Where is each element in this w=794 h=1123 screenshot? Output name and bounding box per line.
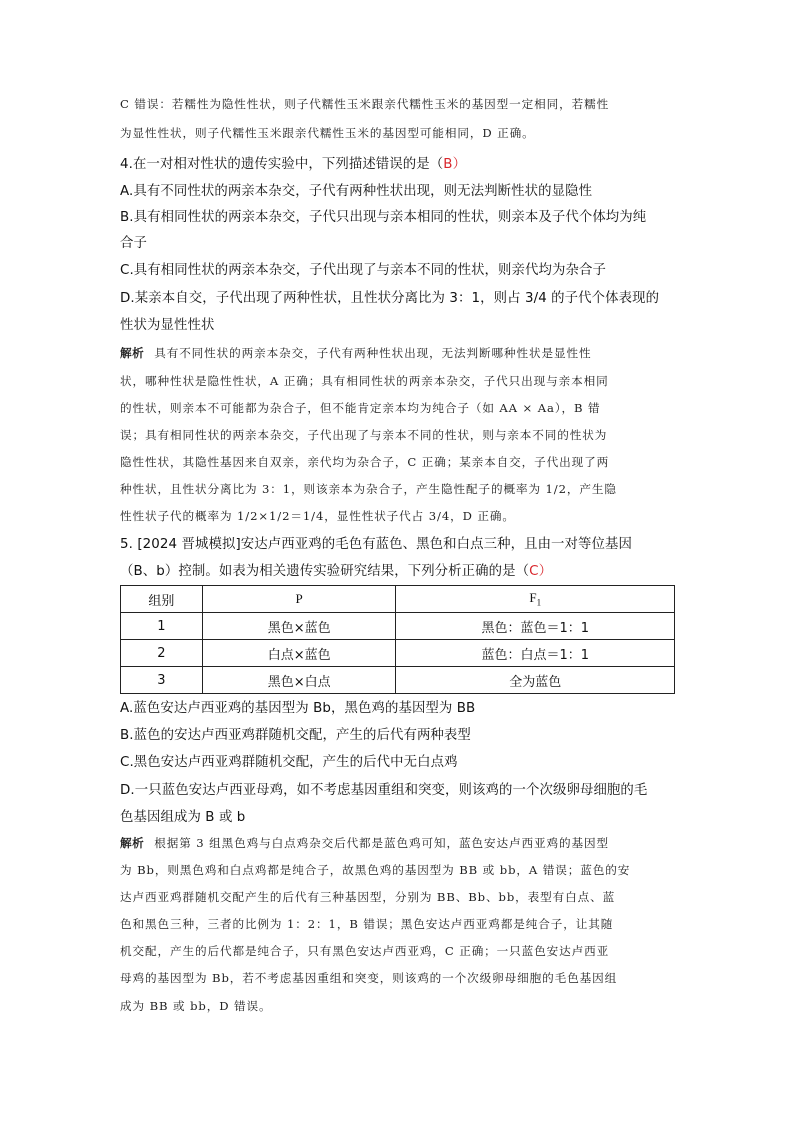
q5-explanation-text-1: 根据第 3 组黑色鸡与白点鸡杂交后代都是蓝色鸡可知，蓝色安达卢西亚鸡的基因型 xyxy=(154,836,609,850)
q4-option-a: A.具有不同性状的两亲本杂交，子代有两种性状出现，则无法判断性状的显隐性 xyxy=(120,184,593,199)
q5-explanation-label: 解析 xyxy=(120,836,145,850)
q4-stem-close: ） xyxy=(452,157,467,172)
q4-stem xyxy=(120,153,466,172)
q4-explanation-line-4: 误；具有相同性状的两亲本杂交，子代出现了与亲本不同的性状，则与亲本不同的性状为 xyxy=(120,428,608,442)
q5-explanation-line-5: 机交配，产生的后代都是纯合子，只有黑色安达卢西亚鸡，C 正确；一只蓝色安达卢西亚 xyxy=(120,944,610,958)
table-cell-group: 2 xyxy=(121,640,203,667)
q5-stem-close: ） xyxy=(538,564,553,579)
q5-option-d-line-1: D.一只蓝色安达卢西亚母鸡，如不考虑基因重组和突变，则该鸡的一个次级卵母细胞的毛 xyxy=(120,783,648,798)
q5-explanation-line-2: 为 Bb，则黑色鸡和白点鸡都是纯合子，故黑色鸡的基因型为 BB 或 bb，A 错误；蓝色的安 xyxy=(120,863,631,877)
q4-explanation-line-5: 隐性性状，其隐性基因来自双亲，亲代均为杂合子，C 正确；某亲本自交，子代出现了两 xyxy=(120,455,610,469)
q4-explanation-line-7: 性性状子代的概率为 1/2×1/2＝1/4，显性性状子代占 3/4，D 正确。 xyxy=(120,509,515,523)
table-cell-p: 黑色×白点 xyxy=(202,667,396,694)
table-header-group: 组别 xyxy=(121,586,203,613)
q5-explanation-line-4: 色和黑色三种，三者的比例为 1：2：1，B 错误；黑色安达卢西亚鸡都是纯合子，让其随 xyxy=(120,917,614,931)
genetics-results-table xyxy=(120,585,675,694)
q5-option-c: C.黑色安达卢西亚鸡群随机交配，产生的后代中无白点鸡 xyxy=(120,755,458,770)
q4-explanation-line-1 xyxy=(120,345,592,361)
q5-explanation-line-3: 达卢西亚鸡群随机交配产生的后代有三种基因型，分别为 BB、Bb、bb，表型有白点、蓝 xyxy=(120,890,616,904)
table-cell-f1: 蓝色：白点＝1：1 xyxy=(396,640,675,667)
table-header-p: P xyxy=(202,586,396,613)
table-cell-p: 黑色×蓝色 xyxy=(202,613,396,640)
table-cell-f1: 黑色：蓝色＝1：1 xyxy=(396,613,675,640)
table-cell-group: 1 xyxy=(121,613,203,640)
q4-answer: B xyxy=(443,157,453,172)
table-header-row xyxy=(121,586,675,613)
q4-option-d-line-1: D.某亲本自交，子代出现了两种性状，且性状分离比为 3：1，则占 3/4 的子代个体表现的 xyxy=(120,291,660,306)
q4-explanation-label: 解析 xyxy=(120,346,145,360)
q5-explanation-line-1 xyxy=(120,835,609,851)
q5-answer: C xyxy=(529,564,539,579)
q4-option-b-line-2: 合子 xyxy=(120,236,147,251)
table-row xyxy=(121,667,675,694)
q5-explanation-line-7: 成为 BB 或 bb，D 错误。 xyxy=(120,999,272,1013)
q4-option-b-line-1: B.具有相同性状的两亲本杂交，子代只出现与亲本相同的性状，则亲本及子代个体均为纯 xyxy=(120,210,647,225)
table-cell-f1: 全为蓝色 xyxy=(396,667,675,694)
q4-stem-text: 4.在一对相对性状的遗传实验中，下列描述错误的是（ xyxy=(120,157,444,172)
q4-option-c: C.具有相同性状的两亲本杂交，子代出现了与亲本不同的性状，则亲代均为杂合子 xyxy=(120,263,606,278)
q4-explanation-text-1: 具有不同性状的两亲本杂交，子代有两种性状出现，无法判断哪种性状是显性性 xyxy=(154,346,592,360)
table-header-f1 xyxy=(396,586,675,613)
q5-option-a: A.蓝色安达卢西亚鸡的基因型为 Bb，黑色鸡的基因型为 BB xyxy=(120,701,476,716)
q5-stem-line-1: 5. [2024 晋城模拟]安达卢西亚鸡的毛色有蓝色、黑色和白点三种，且由一对等位基因 xyxy=(120,537,633,552)
q4-explanation-line-2: 状，哪种性状是隐性性状，A 正确；具有相同性状的两亲本杂交，子代只出现与亲本相同 xyxy=(120,374,609,388)
q5-option-b: B.蓝色的安达卢西亚鸡群随机交配，产生的后代有两种表型 xyxy=(120,728,471,743)
table-header-f1-letter: F xyxy=(529,590,537,606)
table-header-f1-subscript: 1 xyxy=(536,597,542,608)
q4-explanation-line-3: 的性状，则亲本不可能都为杂合子，但不能肯定亲本均为纯合子（如 AA × Aa），B 错 xyxy=(120,401,601,415)
q4-option-d-line-2: 性状为显性性状 xyxy=(120,318,215,333)
q4-explanation-line-6: 种性状，且性状分离比为 3：1，则该亲本为杂合子，产生隐性配子的概率为 1/2，产生隐 xyxy=(120,482,617,496)
c-error-line-2: 为显性性状，则子代糯性玉米跟亲代糯性玉米的基因型可能相同，D 正确。 xyxy=(120,126,535,140)
q5-stem-line-2 xyxy=(120,560,552,579)
q5-explanation-line-6: 母鸡的基因型为 Bb，若不考虑基因重组和突变，则该鸡的一个次级卵母细胞的毛色基因组 xyxy=(120,971,618,985)
table-cell-p: 白点×蓝色 xyxy=(202,640,396,667)
c-error-line-1: C 错误：若糯性为隐性性状，则子代糯性玉米跟亲代糯性玉米的基因型一定相同，若糯性 xyxy=(120,97,610,111)
q5-stem-text: （B、b）控制。如表为相关遗传实验研究结果，下列分析正确的是（ xyxy=(120,564,530,579)
table-row xyxy=(121,613,675,640)
table-row xyxy=(121,640,675,667)
q5-option-d-line-2: 色基因组成为 B 或 b xyxy=(120,810,246,825)
table-cell-group: 3 xyxy=(121,667,203,694)
